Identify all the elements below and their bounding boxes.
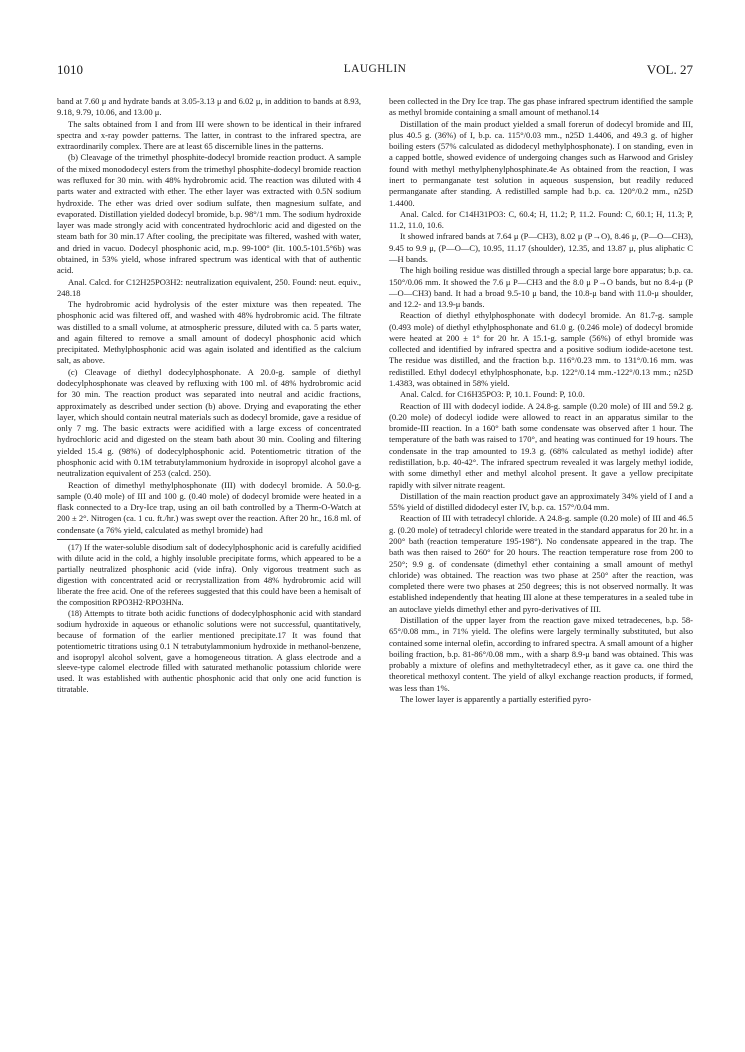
paragraph: (c) Cleavage of diethyl dodecylphosphonate. A 20.0-g. sample of diethyl dodecylphosphonate was cleaved by refluxing with 100 ml. of 48% hydrobromic acid for 30 min. The reaction product was separated into neutral and acidic fractions, approximately as described under section (b) above. Drying and evaporating the ether layer, which should contain neutral materials such as dodecyl bromide, gave a residue of only 7 mg. The basic extracts were acidified with a large excess of concentrated hydrochloric acid and digested on the steam bath about 30 min. Cooling and filtering yielded 15.4 g. (98%) of dodecylphosphonic acid. Potentiometric titration of the phosphonic acid with 0.1M tetrabutylammonium hydroxide in isopropyl alcohol gave a neutralization equivalent of 253 (calcd. 250). [57, 366, 361, 479]
paragraph: Distillation of the upper layer from the reaction gave mixed tetradecenes, b.p. 58-65°/0.08 mm., in 71% yield. The olefins were largely terminally substituted, but also contained some internal olefin, according to infrared spectra. A small amount of a higher boiling fraction, b.p. 81-86°/0.08 mm., with a sharp 8.9-μ band was obtained. This was probably a mixture of olefins and methyltetradecyl ether, as it gave ca. one third the theoretical methoxyl content. The yield of alkyl exchange reaction products, if formed, was less than 1%. [389, 614, 693, 693]
paragraph: (b) Cleavage of the trimethyl phosphite-dodecyl bromide reaction product. A sample of the mixed monododecyl esters from the trimethyl phosphite-dodecyl bromide reaction was refluxed for 30 min. with 48% hydrobromic acid. The reaction was diluted with 4 parts water and extracted with ether. The ether layer was extracted with 0.5N sodium hydroxide. The ether was dried over sodium sulfate, then magnesium sulfate, and evaporated. Distillation yielded dodecyl bromide, b.p. 98°/1 mm. The sodium hydroxide layer was made strongly acid with concentrated hydrochloric acid and digested on the steam bath for 30 min.17 After cooling, the precipitate was filtered, washed with water, and dried in vacuo. Dodecyl phosphonic acid, m.p. 99-100° (lit. 100.5-101.5°6b) was obtained, in 53% yield, whose infrared spectrum was identical with that of authentic acid. [57, 152, 361, 276]
paragraph: Anal. Calcd. for C14H31PO3: C, 60.4; H, 11.2; P, 11.2. Found: C, 60.1; H, 11.3; P, 11.2, 11.0, 10.6. [389, 208, 693, 231]
paragraph: been collected in the Dry Ice trap. The gas phase infrared spectrum identified the sample as methyl bromide containing a small amount of methanol.14 [389, 96, 693, 118]
footnote-divider [57, 539, 167, 540]
paragraph: band at 7.60 μ and hydrate bands at 3.05-3.13 μ and 6.02 μ, in addition to bands at 8.93, 9.18, 9.79, 10.06, and 13.00 μ. [57, 96, 361, 118]
volume-label: VOL. 27 [646, 62, 693, 77]
paragraph: Distillation of the main product yielded a small forerun of dodecyl bromide and III, plus 40.5 g. (36%) of I, b.p. ca. 115°/0.03 mm., n25D 1.4406, and 49.3 g. of higher boiling esters (57% calculated as didodecyl methylphosphonate). I on standing, even in a capped bottle, showed evidence of undergoing changes such as Harwood and Grisley found with methyl methylphenylphosphinate.4e As obtained from the reaction, I was inert to permanganate test solution in aqueous suspension, but readily reduced permanganate after standing. A redistilled sample had b.p. ca. 120°/0.2 mm., n25D 1.4400. [389, 118, 693, 208]
paragraph: The hydrobromic acid hydrolysis of the ester mixture was then repeated. The phosphonic acid was filtered off, and washed with 48% hydrobromic acid. The filtrate was distilled to a small volume, at atmospheric pressure, diluted with ca. 5 parts water, and again filtered to remove a small amount of dodecyl phosphonic acid which precipitated. Methylphosphonic acid was again isolated and identified as the calcium salt, as above. [57, 299, 361, 366]
footnote: (18) Attempts to titrate both acidic functions of dodecylphosphonic acid with standard sodium hydroxide in aqueous or ethanolic solutions were not successful, quantitatively, because of formation of the earlier mentioned precipitate.17 It was found that potentiometric titrations using 0.1 N tetrabutylammonium hydroxide in methanol-benzene, and isopropyl alcohol solvent, gave a homogeneous titration. A glass electrode and a sleeve-type calomel electrode filled with saturated methanolic potassium chloride were used. It was established with authentic phosphonic acid that only one acid function is titratable. [57, 608, 361, 695]
right-column [389, 96, 693, 705]
paragraph: Reaction of III with tetradecyl chloride. A 24.8-g. sample (0.20 mole) of III and 46.5 g. (0.20 mole) of tetradecyl chloride were treated in the standard apparatus for 20 hr. in a 200° bath (reaction temperature 195-198°). No condensate appeared in the trap. The bath was then raised to 260° for 20 hours. The reaction temperature rose from 200 to 250°; 9.9 g. of condensate (dimethyl ether containing a small amount of methyl chloride) was obtained. The reaction was two phase at 250° after the reaction, was completed there were two phases at 250 degrees; this is not observed normally. It was established independently that heating III alone at these temperatures in a sealed tube in an autoclave yields dimethyl ether and pyro-derivatives of III. [389, 513, 693, 614]
paragraph: The lower layer is apparently a partially esterified pyro- [400, 693, 592, 704]
paragraph: The high boiling residue was distilled through a special large bore apparatus; b.p. ca. 150°/0.06 mm. It showed the 7.6 μ P—CH3 and the 8.0 μ P→O bands, but no 8.4-μ (P—O—CH3) band. It had a broad 9.5-10 μ band, the 10.8-μ band with 11.0-μ shoulder, and 12.2- and 13.9-μ bands. [389, 265, 693, 310]
paragraph: Anal. Calcd. for C12H25PO3H2: neutralization equivalent, 250. Found: neut. equiv., 248.18 [57, 276, 361, 298]
paragraph: It showed infrared bands at 7.64 μ (P—CH3), 8.02 μ (P→O), 8.46 μ, (P—O—CH3), 9.45 to 9.9 μ, (P—O—C), 10.95, 11.17 (shoulder), 12.35, and 13.87 μ, plus aliphatic C—H bands. [389, 231, 693, 264]
paragraph: Reaction of dimethyl methylphosphonate (III) with dodecyl bromide. A 50.0-g. sample (0.40 mole) of III and 100 g. (0.40 mole) of dodecyl bromide were heated in a flask connected to a Dry-Ice trap, using an oil bath controlled by a Therm-O-Watch at 200 ± 2°. Nitrogen (ca. 1 cu. ft./hr.) was swept over the reaction. After 20 hr., 16.8 ml. of condensate (a 76% yield, calculated as methyl bromide) had [57, 479, 361, 535]
page-header [57, 62, 693, 78]
paragraph: The salts obtained from I and from III were shown to be identical in their infrared spectra and x-ray powder patterns. The latter, in contrast to the infrared spectra, are extraordinarily complex. There are at least 65 discernible lines in the patterns. [57, 118, 361, 152]
paragraph: Reaction of diethyl ethylphosphonate with dodecyl bromide. An 81.7-g. sample (0.493 mole) of diethyl ethylphosphonate and 61.0 g. (0.246 mole) of dodecyl bromide were heated at 200 ± 1° for 20 hr. A 15.1-g. sample (56%) of ethyl bromide was collected and identified by infrared spectra and a positive sodium iodide-acetone test. The residue was distilled, and the fraction b.p. 116°/0.23 mm. to 131°/0.16 mm. was redistilled. Ethyl dodecyl ethylphosphonate, b.p. 122°/0.14 mm.-122°/0.13 mm.; n25D 1.4383, was obtained in 58% yield. [389, 310, 693, 389]
footnote: (17) If the water-soluble disodium salt of dodecylphosphonic acid is carefully acidified with dilute acid in the cold, a highly insoluble precipitate forms, which appeared to be a partially neutralized phosphonic acid (vide infra). Only vigorous treatment such as digestion with concentrated acid or recrystallization from 48% hydrobromic acid will liberate the free acid. One of the referees suggested that this could have been a hemisalt of the composition RPO3H2·RPO3HNa. [57, 542, 361, 607]
paragraph: Distillation of the main reaction product gave an approximately 34% yield of I and a 55% yield of distilled didodecyl ester IV, b.p. ca. 157°/0.04 mm. [389, 490, 693, 513]
paragraph: Reaction of III with dodecyl iodide. A 24.8-g. sample (0.20 mole) of III and 59.2 g. (0.20 mole) of dodecyl iodide were allowed to react in an apparatus similar to the bromide-III reaction. In a 160° bath some condensate was observed after 1 hour. The temperature of the bath was raised to 170°, and heating was continued for 19 hours. The condensate in the trap amounted to 19.3 g. (68% calculated as methyl iodide) after redistillation, b.p. 40-42°. The infrared spectrum revealed it was largely methyl iodide, with some dimethyl ether and methyl alcohol present. It gave a yellow precipitate rapidly with silver nitrate reagent. [389, 400, 693, 490]
footnotes [57, 543, 361, 696]
paragraph: Anal. Calcd. for C16H35PO3: P, 10.1. Found: P, 10.0. [400, 389, 585, 400]
running-head-author: LAUGHLIN [343, 63, 407, 75]
left-column [57, 96, 361, 696]
page-number: 1010 [57, 62, 83, 77]
